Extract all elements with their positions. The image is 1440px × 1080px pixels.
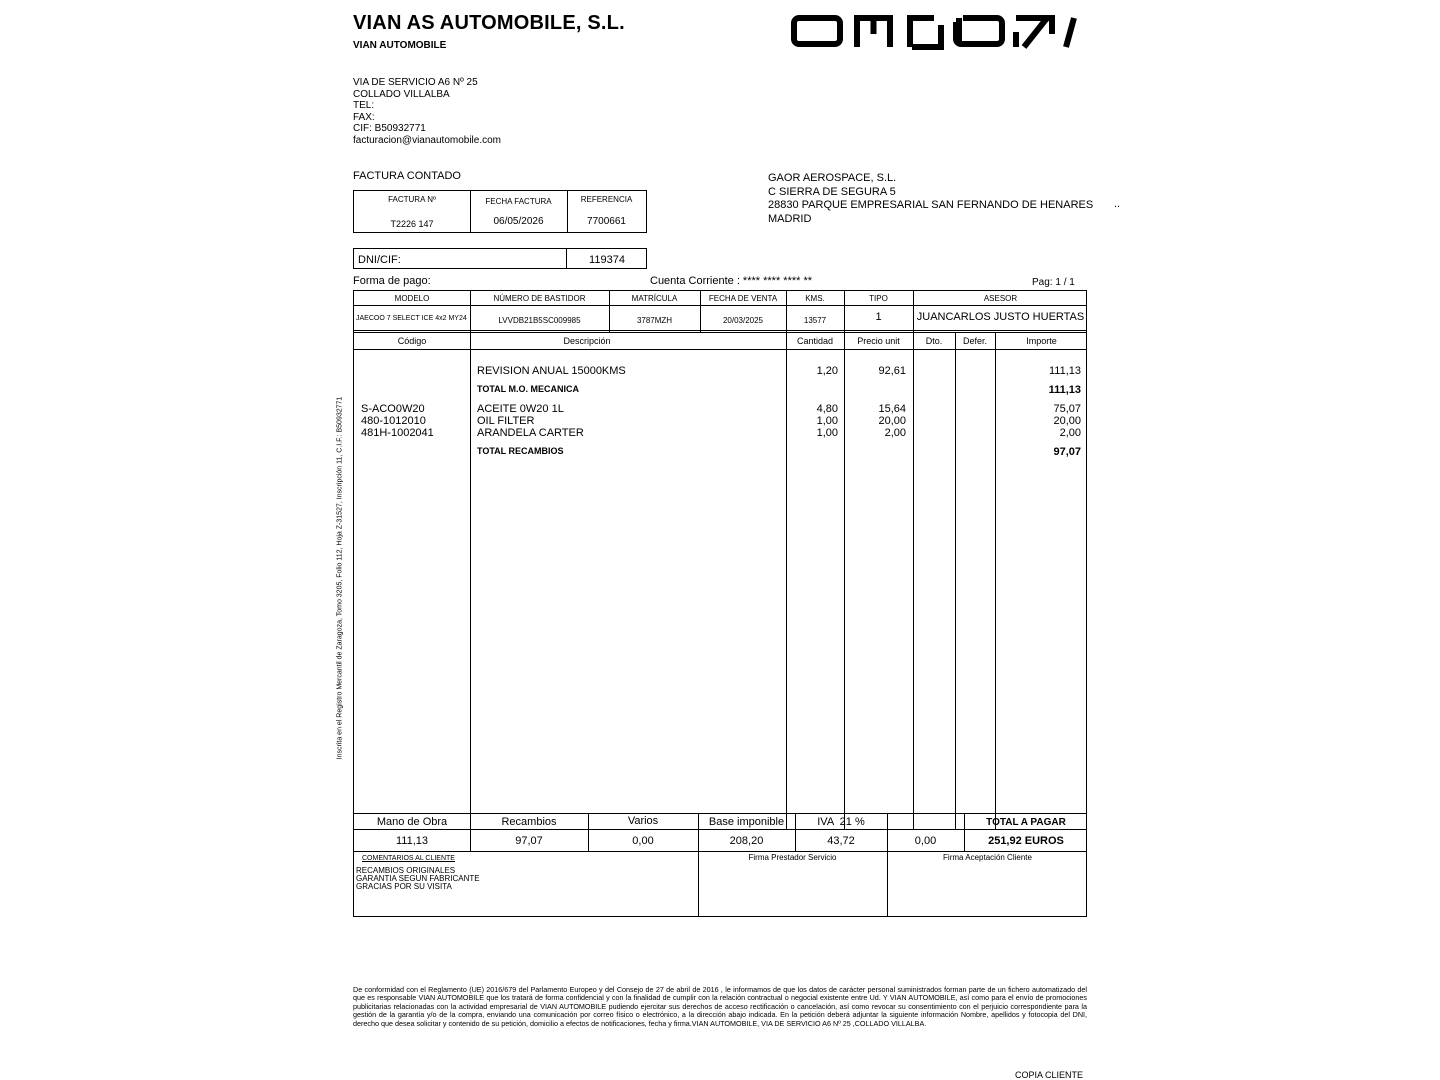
line-quantity: 4,80 [816,403,838,415]
line-amount: 75,07 [1053,403,1081,415]
company-name: VIAN AS AUTOMOBILE, S.L. [353,12,625,34]
comment-line: RECAMBIOS ORIGINALES [356,866,456,875]
totals-iva: 43,72 [827,835,855,847]
client-trailing: .. [1114,198,1121,210]
totals-header-iva: IVA 21 % [817,816,865,828]
lines-header-dto: Dto. [925,336,943,346]
address-line: facturacion@vianautomobile.com [353,134,502,146]
divider [354,851,1086,852]
divider [955,332,956,829]
divider [354,349,1086,350]
line-quantity: 1,20 [816,365,838,377]
address-line: VIA DE SERVICIO A6 Nº 25 [353,77,478,88]
lines-header-cantidad: Cantidad [796,336,834,346]
invoice-reference-cell [567,191,646,232]
comments-title: COMENTARIOS AL CLIENTE [362,855,455,862]
invoice-reference-header: REFERENCIA [580,195,633,204]
company-address [353,77,501,147]
vehicle-model: JAECOO 7 SELECT ICE 4x2 MY24 [356,315,467,322]
copy-label: COPIA CLIENTE [1015,1070,1084,1080]
divider [354,332,1086,333]
vehicle-header-asesor: ASESOR [983,294,1018,303]
lines-header-codigo: Código [397,336,427,346]
divider [913,332,914,829]
lines-header-descripcion: Descripción [563,336,611,346]
client-address [768,172,1093,226]
line-description: ACEITE 0W20 1L [477,403,564,415]
totals-header-mano-obra: Mano de Obra [376,816,448,828]
line-amount: 111,13 [1048,365,1081,377]
current-account: Cuenta Corriente : **** **** **** ** [650,275,813,287]
page-number: Pag: 1 / 1 [1032,277,1075,288]
invoice-reference: 7700661 [587,216,626,227]
line-code: 480-1012010 [361,415,426,427]
totals-header-base: Base imponible [708,816,785,828]
divider [470,332,471,829]
vehicle-header-fecha-venta: FECHA DE VENTA [708,294,778,303]
address-line: FAX: [353,111,375,123]
comments-list [356,867,480,891]
invoice-number-cell [354,191,471,232]
address-line: CIF: B50932771 [353,123,426,135]
totals-total-a-pagar: 251,92 EUROS [988,835,1064,847]
divider [354,330,1086,331]
totals-header-recambios: Recambios [501,816,557,828]
vehicle-plate: 3787MZH [636,316,673,325]
invoice-date-header: FECHA FACTURA [485,197,552,206]
lines-header-precio: Precio unit [857,336,900,346]
client-line: 28830 PARQUE EMPRESARIAL SAN FERNANDO DE HENARES [768,199,1094,211]
invoice-date-cell [470,191,568,232]
line-code: S-ACO0W20 [361,403,425,415]
dni-value: 119374 [589,254,625,266]
signature-client-label: Firma Aceptación Cliente [943,853,1032,862]
totals-header-varios: Varios [627,815,659,827]
client-line: GAOR AEROSPACE, S.L. [768,172,897,184]
line-amount: 97,07 [1053,446,1081,458]
client-line: C SIERRA DE SEGURA 5 [768,185,896,198]
address-line: TEL: [353,100,375,112]
client-line: MADRID [768,212,812,225]
line-code: 481H-1002041 [361,427,434,439]
line-unit-price: 15,64 [878,403,906,415]
invoice-number: T2226 147 [390,219,434,229]
signature-provider-label: Firma Prestador Servicio [748,853,837,862]
vehicle-vin: LVVDB21B5SC009985 [498,316,581,325]
line-amount: 2,00 [1059,427,1081,439]
dni-box [353,248,647,269]
vehicle-kms: 13577 [803,316,827,325]
vehicle-type: 1 [875,311,882,323]
totals-extra: 0,00 [914,835,937,847]
vehicle-header-matricula: MATRÍCULA [631,294,678,303]
totals-recambios: 97,07 [515,835,543,847]
line-unit-price: 2,00 [884,427,906,439]
vehicle-header-bastidor: NÚMERO DE BASTIDOR [493,294,586,303]
comment-line: GRACIAS POR SU VISITA [356,882,452,891]
vehicle-header-modelo: MODELO [394,294,430,303]
lines-header-defer: Defer. [962,336,987,346]
payment-method-label: Forma de pago: [353,275,431,287]
line-description: OIL FILTER [477,415,535,427]
totals-mano-obra: 111,13 [395,835,428,847]
invoice-date: 06/05/2026 [493,216,544,227]
divider [354,829,1086,830]
company-subname: VIAN AUTOMOBILE [353,40,447,51]
line-quantity: 1,00 [816,427,838,439]
invoice-title: FACTURA CONTADO [353,170,461,182]
line-unit-price: 92,61 [878,365,906,377]
vehicle-sale-date: 20/03/2025 [722,316,764,325]
line-quantity: 1,00 [816,415,838,427]
line-description: ARANDELA CARTER [477,427,584,439]
omoda-logo-graphic [790,12,1082,52]
address-line: COLLADO VILLALBA [353,88,450,100]
divider [354,813,1086,814]
line-description: TOTAL M.O. MECANICA [477,384,579,394]
totals-header-total: TOTAL A PAGAR [986,817,1066,828]
totals-varios: 0,00 [632,835,654,847]
comment-line: GARANTIA SEGUN FABRICANTE [356,874,480,883]
invoice-info-box [353,190,647,233]
vehicle-header-tipo: TIPO [869,294,888,303]
line-description: TOTAL RECAMBIOS [477,446,564,456]
vehicle-advisor: JUANCARLOS JUSTO HUERTAS [916,311,1085,323]
line-amount: 20,00 [1053,415,1081,427]
omoda-logo [790,12,1082,52]
invoice-number-header: FACTURA Nº [388,195,436,204]
vehicle-header-kms: KMS. [805,294,825,303]
line-unit-price: 20,00 [878,415,906,427]
privacy-legal-text: De conformidad con el Reglamento (UE) 2016/679 del Parlamento Europeo y del Consejo de 27 de abril de 2016 , le informamos de que los datos de carácter personal suministrados forman parte de un fichero automatizado del que es responsable VIAN AUTOMOBILE que los tratará de forma confidencial y con la finalidad de cumplir con la relación contractual o negocial existente entre Ud. Y VIAN AUTOMOBILE, así como para el envío de promociones publicitarias relacionadas con la actividad empresarial de VIAN AUTOMOBILE pudiendo ejercitar sus derechos de acceso rectificación o cancelación, así como revocar su consentimiento con el perjuicio correspondiente para la gestión de la garantía y/o de la compra, enviando una comunicación por correo físico o electrónico, a la dirección abajo indicada. En la petición deberá adjuntar la siguiente información Nombre, apellidos y fotocopia del DNI, derecho que desea solicitar y contenido de su petición, domicilio a efectos de notificaciones, fecha y firma.VIAN AUTOMOBILE, VIA DE SERVICIO A6 Nº 25 ,COLLADO VILLALBA. [353,985,1087,1028]
line-amount: 111,13 [1048,384,1081,396]
lines-header-importe: Importe [1026,336,1057,346]
divider [354,305,1086,306]
totals-base-imponible: 208,20 [729,835,764,847]
line-description: REVISION ANUAL 15000KMS [477,365,626,377]
dni-label: DNI/CIF: [358,254,401,266]
invoice-main-table [353,290,1087,917]
registry-side-text: Inscrita en el Registro Mercantil de Zaragoza, Tomo 3205, Folio 112, Hoja Z-31527, Inscripción 11, C.I.F.: B50932771 [336,396,344,760]
